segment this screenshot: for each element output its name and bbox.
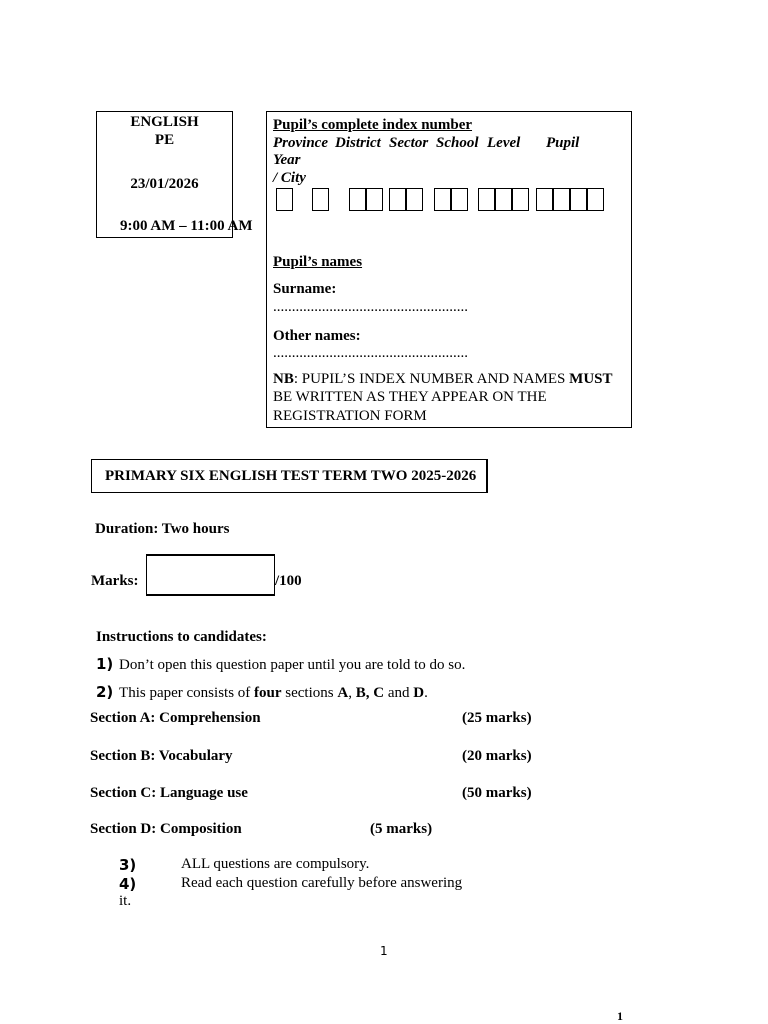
nb-label: NB	[273, 371, 294, 387]
section-a-marks: (25 marks)	[462, 710, 532, 726]
index-digit-box[interactable]	[587, 188, 604, 211]
index-digit-box[interactable]	[495, 188, 512, 211]
index-digit-box[interactable]	[276, 188, 293, 211]
names-heading: Pupil’s names	[273, 254, 363, 270]
section-c-marks: (50 marks)	[462, 785, 532, 801]
index-digit-box[interactable]	[536, 188, 553, 211]
index-digit-box[interactable]	[349, 188, 366, 211]
nb-note-line1	[273, 371, 613, 388]
instruction-2-number: 2)	[96, 683, 114, 701]
exam-time: 9:00 AM – 11:00 AM	[120, 218, 253, 234]
nb-text: : PUPIL’S INDEX NUMBER AND NAMES	[293, 371, 570, 387]
instruction-1-text: Don’t open this question paper until you are told to do so.	[119, 657, 466, 673]
nb-must: MUST	[569, 371, 613, 387]
index-col-district: District	[335, 135, 381, 151]
instruction-3-number: 3)	[119, 856, 137, 874]
index-heading: Pupil’s complete index number	[273, 117, 473, 133]
index-digit-box[interactable]	[478, 188, 495, 211]
instruction-1	[96, 655, 465, 674]
section-d-name: Section D: Composition	[90, 821, 242, 837]
index-city-label: / City	[273, 170, 306, 186]
exam-title-box	[91, 459, 488, 493]
marks-total: /100	[275, 573, 302, 589]
section-c-name: Section C: Language use	[90, 785, 248, 801]
page-number-corner: 1	[617, 1009, 623, 1023]
section-b-marks: (20 marks)	[462, 748, 532, 764]
other-names-field[interactable]: ....................................................	[273, 345, 468, 361]
index-digit-box[interactable]	[570, 188, 587, 211]
other-names-label: Other names:	[273, 328, 361, 344]
nb-note-line2: BE WRITTEN AS THEY APPEAR ON THE	[273, 389, 547, 405]
section-d-marks: (5 marks)	[370, 821, 433, 837]
instruction-3-text: ALL questions are compulsory.	[181, 856, 370, 872]
page-number-center: 1	[380, 944, 388, 958]
subject-line1: ENGLISH	[130, 114, 199, 130]
index-digit-box[interactable]	[312, 188, 329, 211]
index-col-sector: Sector	[389, 135, 429, 151]
index-digit-box[interactable]	[366, 188, 383, 211]
index-digit-box[interactable]	[434, 188, 451, 211]
marks-label: Marks:	[91, 573, 139, 589]
instruction-4-continued: it.	[119, 893, 132, 909]
instruction-2-text: This paper consists of four sections A, B, C and D.	[119, 685, 428, 701]
subject-line2: PE	[154, 132, 175, 148]
section-b-name: Section B: Vocabulary	[90, 748, 233, 764]
index-col-province: Province	[273, 135, 328, 151]
index-digit-box[interactable]	[406, 188, 423, 211]
index-digit-box[interactable]	[512, 188, 529, 211]
nb-note-line3: REGISTRATION FORM	[273, 408, 427, 424]
index-digit-box[interactable]	[451, 188, 468, 211]
surname-label: Surname:	[273, 281, 337, 297]
duration: Duration: Two hours	[95, 521, 230, 537]
index-col-pupil: Pupil	[546, 135, 580, 151]
instruction-1-number: 1)	[96, 655, 114, 673]
index-col-school: School	[436, 135, 479, 151]
marks-box[interactable]	[146, 554, 275, 596]
index-col-level: Level	[487, 135, 521, 151]
instructions-heading: Instructions to candidates:	[96, 629, 267, 645]
section-a-name: Section A: Comprehension	[90, 710, 261, 726]
exam-date: 23/01/2026	[130, 176, 199, 192]
instruction-4-number: 4)	[119, 875, 137, 893]
index-digit-box[interactable]	[389, 188, 406, 211]
exam-title: PRIMARY SIX ENGLISH TEST TERM TWO 2025-2026	[105, 468, 477, 484]
surname-field[interactable]: ....................................................	[273, 299, 468, 315]
instruction-2	[96, 683, 428, 702]
index-year-label: Year	[273, 152, 301, 168]
index-digit-box[interactable]	[553, 188, 570, 211]
instruction-4-text: Read each question carefully before answering	[181, 875, 463, 891]
